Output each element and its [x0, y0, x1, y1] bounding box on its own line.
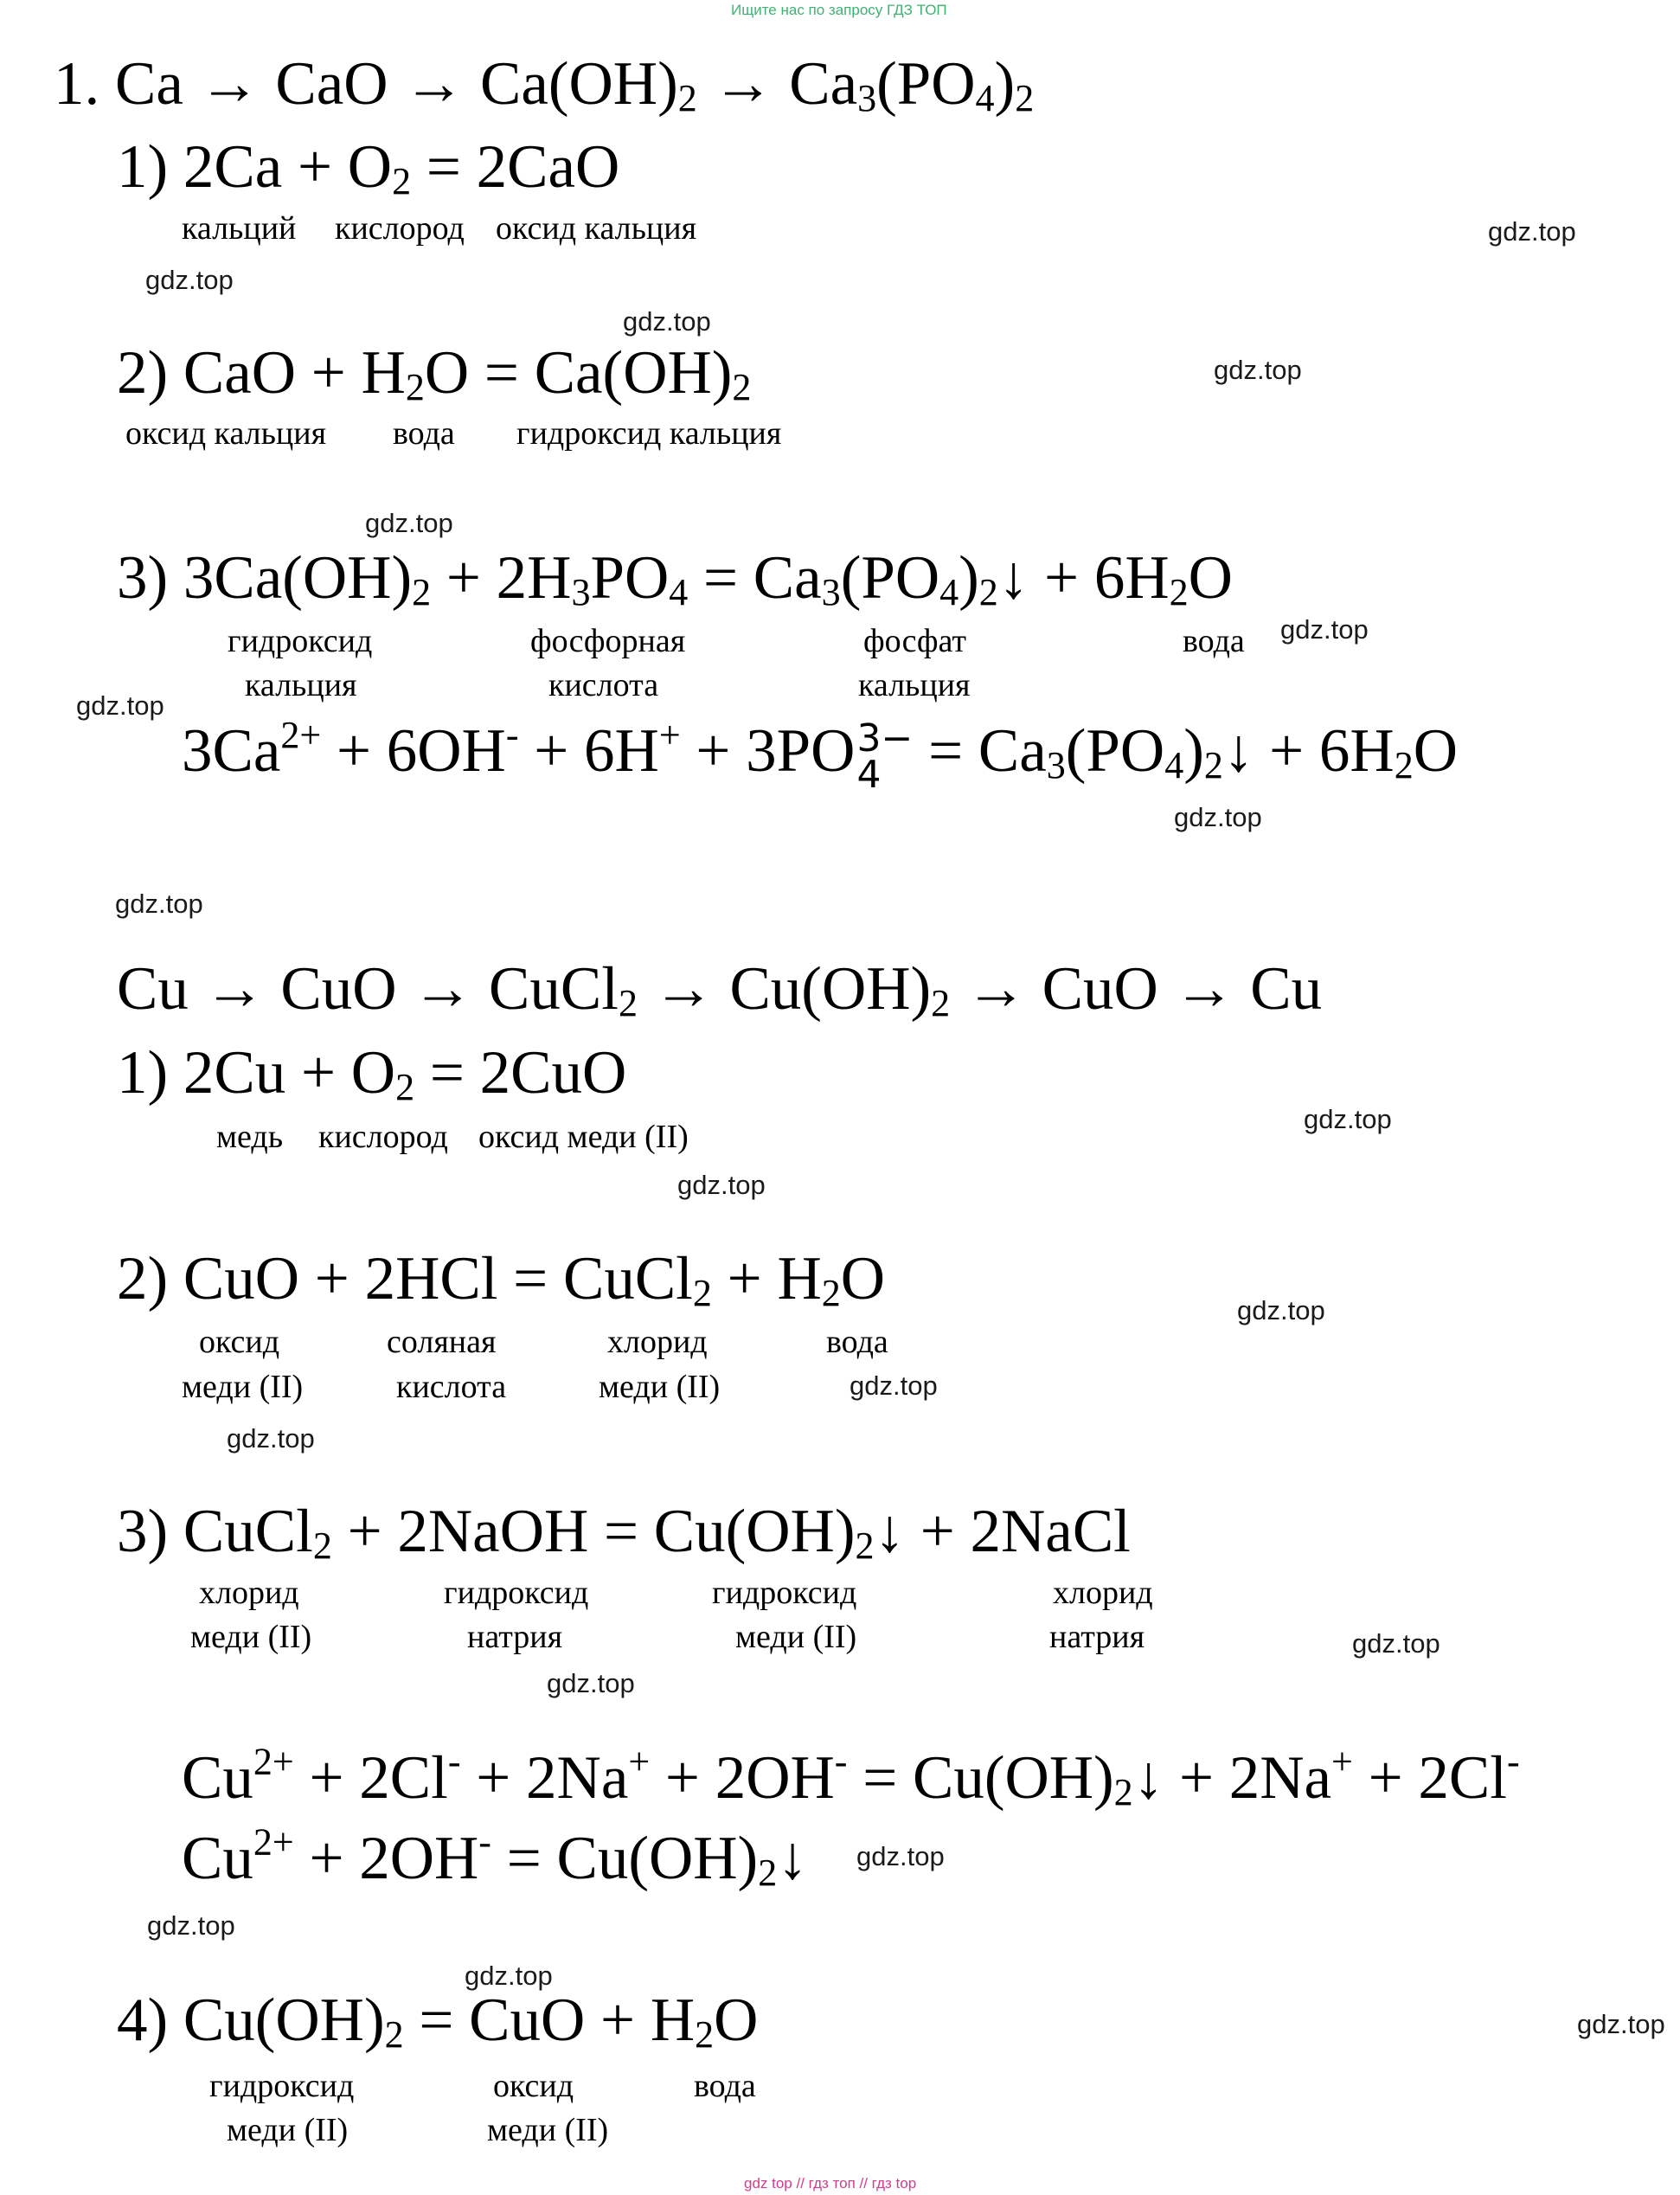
label-hydroxide: гидроксид	[228, 623, 373, 659]
label-copper-ii: меди (II)	[735, 1619, 857, 1655]
label-hydroxide: гидроксид	[444, 1575, 589, 1611]
label-copper-ii: меди (II)	[182, 1369, 304, 1405]
watermark: gdz.top	[1174, 802, 1262, 832]
label-oxide: оксид	[493, 2068, 574, 2104]
watermark: gdz.top	[465, 1961, 553, 1991]
reaction-2-equation: 2) CaO + $H_2O = Ca(OH)_2$	[117, 339, 752, 408]
label-oxygen: кислород	[318, 1119, 448, 1155]
copper-chain-title: Cu → CuO → CuCl$_2$ → $Cu(OH)_2$ → CuO → Cu	[117, 955, 1323, 1024]
watermark: gdz.top	[227, 1423, 315, 1454]
watermark: gdz.top	[1237, 1295, 1325, 1325]
label-copper-ii: меди (II)	[227, 2112, 349, 2148]
label-calcium: кальция	[245, 667, 357, 703]
watermark: gdz.top	[850, 1370, 938, 1401]
watermark: gdz.top	[856, 1841, 945, 1871]
watermark: gdz.top	[1352, 1628, 1440, 1659]
label-chloride: хлорид	[1053, 1575, 1153, 1611]
label-oxygen: кислород	[335, 210, 465, 247]
watermark: gdz.top	[365, 508, 453, 538]
reaction-1-equation: 1) $2Ca + O_2 = 2CaO$	[117, 133, 620, 202]
label-sodium: натрия	[1049, 1619, 1145, 1655]
cu-reaction-3-equation: 3) CuCl$_2$ + 2NaOH = $Cu(OH)_2↓$ + 2NaCl	[117, 1498, 1131, 1567]
label-copper-ii: меди (II)	[487, 2112, 609, 2148]
watermark: gdz.top	[115, 889, 203, 919]
watermark: gdz.top	[1488, 216, 1576, 247]
watermark: gdz.top	[1214, 355, 1302, 385]
watermark: gdz.top	[1577, 2009, 1665, 2039]
label-copper: медь	[216, 1119, 284, 1155]
label-calcium: кальция	[858, 667, 971, 703]
label-phosphoric: фосфорная	[530, 623, 686, 659]
watermark: gdz.top	[1304, 1104, 1392, 1134]
label-water: вода	[694, 2068, 756, 2104]
cu-reaction-1-equation: 1) $2Cu + O_2 = 2CuO$	[117, 1039, 627, 1108]
ionic-equation-copper-full: $Cu^{2+} + 2Cl^- + 2Na^+ + 2OH^-$ = $Cu(OH)_2↓ + 2Na^+ + 2Cl^-$	[182, 1740, 1520, 1813]
label-hydroxide: гидроксид	[712, 1575, 857, 1611]
watermark: gdz.top	[623, 306, 711, 337]
label-copper-oxide: оксид меди (II)	[478, 1119, 689, 1155]
chain-text: 1. Ca → CaO → $Ca(OH)_2 \to Ca_3(PO_4)_2$	[54, 50, 1035, 119]
label-copper-ii: меди (II)	[599, 1369, 721, 1405]
cu-reaction-4-equation: 4) $Cu(OH)_2$ = CuO + $H_2O$	[117, 1986, 759, 2056]
watermark: gdz.top	[547, 1668, 635, 1698]
calcium-chain-title	[54, 50, 1035, 119]
reaction-3-equation: 3) $3Ca(OH)_2 + 2H_3PO_4$ = $Ca_3(PO_4)_2↓ + 6H_2O$	[117, 544, 1233, 613]
top-banner: Ищите нас по запросу ГДЗ ТОП	[731, 2, 947, 18]
label-chloride: хлорид	[199, 1575, 299, 1611]
label-acid: кислота	[548, 667, 659, 703]
label-calcium-hydroxide: гидроксид кальция	[516, 415, 782, 452]
ionic-equation-copper-short: $Cu^{2+} + 2OH^-$ = $Cu(OH)_2↓$	[182, 1820, 808, 1894]
label-calcium-oxide: оксид кальция	[496, 210, 697, 247]
watermark: gdz.top	[1280, 614, 1369, 645]
watermark: gdz.top	[147, 1910, 235, 1941]
label-calcium-oxide: оксид кальция	[125, 415, 327, 452]
label-calcium: кальций	[182, 210, 297, 247]
cu-reaction-2-equation: 2) CuO + 2HCl = CuCl$_2$ + $H_2O$	[117, 1245, 886, 1314]
label-oxide: оксид	[199, 1324, 280, 1360]
watermark: gdz.top	[76, 690, 164, 721]
ionic-equation-calcium: $3Ca^{2+} + 6OH^- + 6H^+ + 3PO$ 3− 4 = $Ca_3(PO_4)_2↓ + 6H_2O$	[182, 713, 1458, 797]
label-acid: кислота	[396, 1369, 507, 1405]
label-hydrochloric: соляная	[387, 1324, 497, 1360]
label-hydroxide: гидроксид	[209, 2068, 355, 2104]
label-water: вода	[393, 415, 455, 452]
watermark: gdz.top	[145, 265, 234, 295]
label-sodium: натрия	[467, 1619, 563, 1655]
label-phosphate: фосфат	[863, 623, 967, 659]
label-chloride: хлорид	[607, 1324, 708, 1360]
label-water: вода	[1183, 623, 1245, 659]
label-water: вода	[826, 1324, 888, 1360]
bottom-banner: gdz top // гдз топ // гдз top	[744, 2175, 917, 2192]
label-copper-ii: меди (II)	[190, 1619, 312, 1655]
watermark: gdz.top	[677, 1170, 766, 1200]
